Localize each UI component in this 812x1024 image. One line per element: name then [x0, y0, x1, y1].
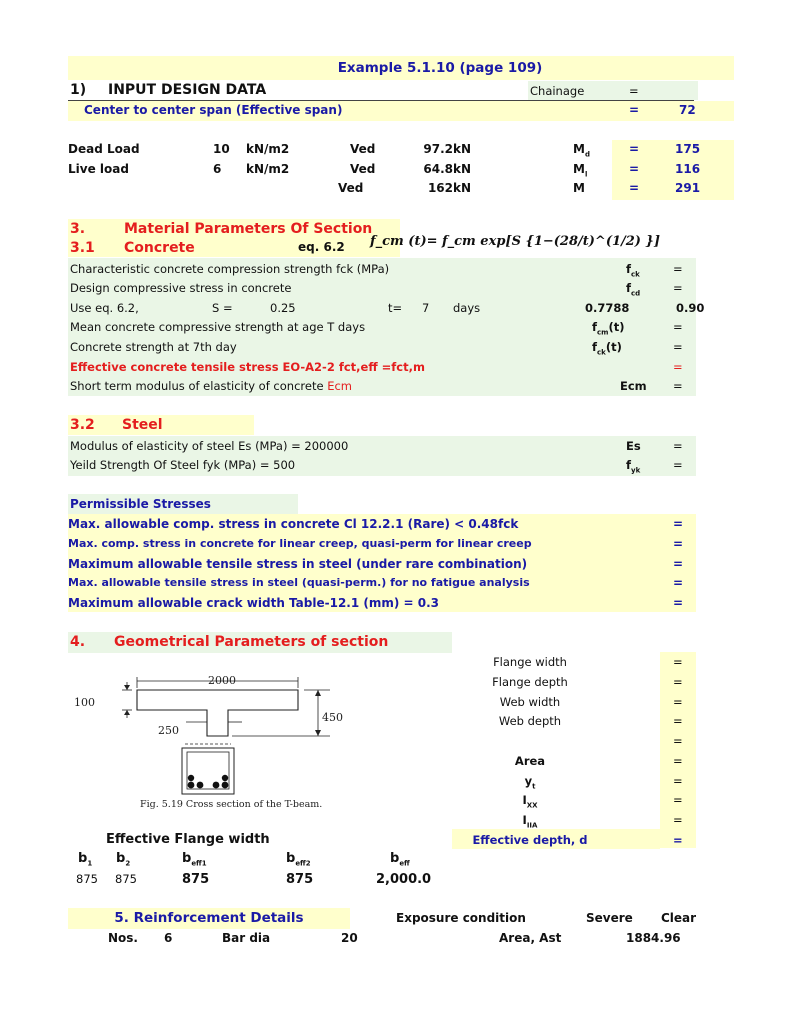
chainage-label: Chainage [530, 84, 585, 98]
exposure-value: Severe [586, 911, 633, 925]
moment-eq: = [629, 181, 640, 195]
perm-row-label: Max. comp. stress in concrete for linear creep, quasi-perm for linear creep [68, 537, 532, 550]
rebar-3 [213, 782, 220, 789]
flange-value: 875 [115, 872, 137, 886]
geometry-row-label: Web depth [498, 714, 562, 728]
flange-header: $b_2$ [116, 851, 131, 868]
input-heading: INPUT DESIGN DATA [108, 82, 267, 98]
concrete-row-eq: = [673, 340, 683, 354]
perm-row-eq: = [673, 537, 684, 551]
geometry-heading: Geometrical Parameters of section [114, 634, 389, 650]
moment-value: 175 [675, 142, 701, 156]
bar-value: 20 [341, 931, 358, 945]
concrete-row-label: Effective concrete tensile stress EO-A2-2 fct,eff =fct,m [70, 360, 425, 374]
chainage-eq: = [629, 84, 639, 98]
concrete-num: 3.1 [70, 240, 95, 256]
geometry-row-label: $I_{IIA}$ [522, 813, 538, 830]
geometry-row-eq: = [673, 675, 683, 689]
dim-top-text: 2000 [208, 674, 236, 687]
steel-row-label: Modulus of elasticity of steel Es (MPa) = 200000 [70, 439, 349, 453]
geometry-row-eq: = [673, 833, 683, 847]
geometry-row-label: Flange width [493, 655, 567, 669]
val1: 0.7788 [585, 301, 630, 315]
span-value: 72 [679, 103, 696, 117]
rebar-5 [188, 775, 194, 781]
geometry-row-eq: = [673, 813, 683, 827]
perm-row-label: Maximum allowable crack width Table-12.1 (mm) = 0.3 [68, 596, 440, 610]
rebar-2 [197, 782, 204, 789]
shear-unit: kN [453, 162, 472, 176]
concrete-row-eq: = [673, 281, 683, 295]
perm-heading: Permissible Stresses [70, 497, 211, 511]
geometry-row-label: Web width [499, 695, 561, 709]
area-label: Area, Ast [499, 931, 562, 945]
perm-row-label: Maximum allowable tensile stress in steel (under rare combination) [68, 557, 528, 571]
ecm-sym: Ecm [620, 379, 647, 393]
steel-heading: Steel [122, 417, 163, 433]
ecm-label: Short term modulus of elasticity of concrete Ecm [70, 379, 352, 393]
concrete-row-label: Design compressive stress in concrete [70, 281, 292, 295]
geometry-row-label: Effective depth, d [472, 833, 588, 847]
val2: 0.90 [676, 301, 705, 315]
ecm-eq: = [673, 379, 683, 393]
flange-header: $b_{eff}$ [390, 851, 410, 868]
flange-value: 875 [286, 872, 314, 887]
flange-header: $b_{eff1}$ [182, 851, 207, 868]
load-unit: kN/m2 [246, 162, 290, 176]
page-title: Example 5.1.10 (page 109) [337, 60, 543, 76]
steel-num: 3.2 [70, 417, 95, 433]
flange-header: $b_1$ [78, 851, 93, 868]
steel-row-eq: = [673, 439, 683, 453]
shear-label: Ved [350, 162, 376, 176]
concrete-row-symbol: $f_{cm}(t)$ [592, 320, 625, 337]
flange-value: 2,000.0 [376, 872, 432, 887]
perm-row-label: Max. allowable comp. stress in concrete Cl 12.2.1 (Rare) < 0.48fck [68, 517, 519, 531]
steel-row-symbol: $f_{yk}$ [626, 458, 641, 475]
geometry-row-eq: = [673, 754, 683, 768]
shear-value: 64.8 [423, 162, 453, 176]
shear-unit: kN [453, 142, 472, 156]
load-label: Live load [68, 162, 129, 176]
concrete-row-symbol: $f_{cd}$ [626, 281, 641, 298]
geometry-row-eq: = [673, 793, 683, 807]
dim-web-text: 250 [158, 724, 179, 737]
material-num: 3. [70, 221, 86, 237]
input-heading-num: 1) [70, 82, 87, 98]
geometry-row-eq: = [673, 655, 683, 669]
steel-row-eq: = [673, 458, 683, 472]
moment-eq: = [629, 162, 640, 176]
moment-value: 291 [675, 181, 701, 195]
geometry-row-label: $I_{XX}$ [522, 793, 538, 810]
perm-row-eq: = [673, 576, 684, 590]
shear-unit: kN [453, 181, 472, 195]
s-label: S = [212, 301, 233, 315]
geometry-row-eq: = [673, 774, 683, 788]
rebar-6 [222, 775, 228, 781]
eq-ref: eq. 6.2 [298, 240, 345, 254]
span-label: Center to center span (Effective span) [84, 103, 343, 117]
t-unit: days [453, 301, 481, 315]
flange-value: 875 [76, 872, 98, 886]
s-value: 0.25 [270, 301, 296, 315]
dim-left-text: 100 [74, 696, 95, 709]
area-value: 1884.96 [626, 931, 681, 945]
exposure-label: Exposure condition [396, 911, 526, 925]
load-value: 10 [213, 142, 230, 156]
concrete-row-label: Concrete strength at 7th day [70, 340, 237, 354]
steel-row-symbol: Es [626, 439, 641, 453]
load-value: 6 [213, 162, 222, 176]
concrete-row-eq: = [673, 360, 683, 374]
geometry-row-label: Area [514, 754, 546, 768]
flange-heading: Effective Flange width [106, 832, 270, 847]
concrete-heading: Concrete [124, 240, 195, 256]
nos-value: 6 [164, 931, 173, 945]
dim-right-text: 450 [322, 711, 343, 724]
shear-label: Ved [338, 181, 364, 195]
flange-value: 875 [182, 872, 210, 887]
nos-label: Nos. [108, 931, 138, 945]
geometry-row-label: Flange depth [492, 675, 568, 689]
geometry-row-label: $y_t$ [524, 774, 536, 791]
geometry-row-eq: = [673, 714, 683, 728]
shear-label: Ved [350, 142, 376, 156]
perm-row-eq: = [673, 596, 684, 610]
perm-row-label: Max. allowable tensile stress in steel (quasi-perm.) for no fatigue analysis [68, 576, 530, 589]
t-label: t= [388, 301, 403, 315]
steel-row-label: Yeild Strength Of Steel fyk (MPa) = 500 [70, 458, 296, 472]
shear-value: 162 [427, 181, 453, 195]
concrete-row-symbol: $f_{ck}$ [626, 262, 640, 279]
t-beam-figure [70, 660, 343, 820]
concrete-row-eq: = [673, 262, 683, 276]
reinf-heading: 5. Reinforcement Details [114, 910, 304, 926]
load-label: Dead Load [68, 142, 140, 156]
geometry-row-eq: = [673, 734, 683, 748]
bar-label: Bar dia [222, 931, 271, 945]
material-heading: Material Parameters Of Section [124, 221, 373, 237]
moment-eq: = [629, 142, 640, 156]
clear-label: Clear [661, 911, 697, 925]
geometry-num: 4. [70, 634, 86, 650]
t-beam-drawing [70, 660, 343, 820]
shear-value: 97.2 [423, 142, 453, 156]
rebar-1 [188, 782, 195, 789]
use-eq-label: Use eq. 6.2, [70, 301, 139, 315]
span-eq: = [629, 103, 640, 117]
concrete-row-label: Characteristic concrete compression strength fck (MPa) [70, 262, 390, 276]
flange-header: $b_{eff2}$ [286, 851, 311, 868]
moment-label: $M_d$ [573, 142, 590, 159]
load-unit: kN/m2 [246, 142, 290, 156]
moment-value: 116 [675, 162, 701, 176]
concrete-row-label: Mean concrete compressive strength at age T days [70, 320, 366, 334]
geometry-row-eq: = [673, 695, 683, 709]
figure-caption: Fig. 5.19 Cross section of the T-beam. [140, 799, 323, 810]
formula: f_cm (t)= f_cm exp[S {1−(28/t)^(1/2) }] [370, 234, 660, 249]
moment-label: M [573, 181, 585, 195]
perm-row-eq: = [673, 557, 684, 571]
rebar-4 [222, 782, 229, 789]
concrete-row-symbol: $f_{ck}(t)$ [592, 340, 622, 357]
moment-label: $M_l$ [573, 162, 588, 179]
t-value: 7 [422, 301, 430, 315]
perm-row-eq: = [673, 517, 684, 531]
concrete-row-eq: = [673, 320, 683, 334]
